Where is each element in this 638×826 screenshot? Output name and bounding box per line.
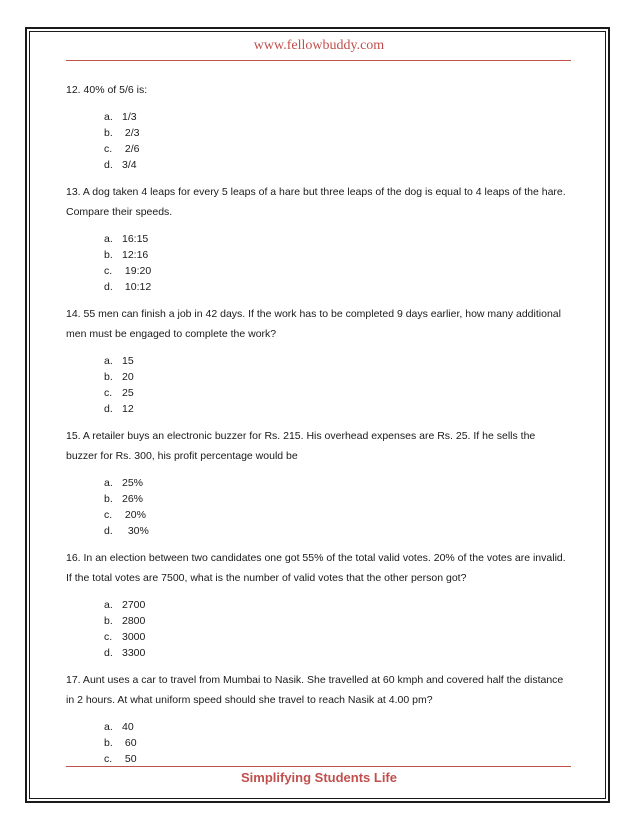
option-letter: a.: [104, 599, 113, 611]
question-block: [66, 548, 566, 661]
option-letter: a.: [104, 721, 113, 733]
option-letter: b.: [104, 493, 113, 505]
option-text: 12: [122, 403, 134, 415]
option-item: [104, 401, 566, 417]
header-rule: [66, 60, 571, 61]
option-item: [104, 141, 566, 157]
option-list: [66, 475, 566, 539]
option-letter: c.: [104, 143, 113, 155]
option-item: [104, 751, 566, 767]
option-item: [104, 353, 566, 369]
option-letter: c.: [104, 753, 113, 765]
question-text: 12. 40% of 5/6 is:: [66, 84, 148, 96]
question-block: [66, 80, 566, 173]
option-letter: b.: [104, 371, 113, 383]
option-text: 16:15: [122, 233, 149, 245]
question-text: 14. 55 men can finish a job in 42 days. If the work has to be completed 9 days earlier, how many additional men must be engaged to complete the work?: [66, 308, 561, 340]
option-letter: b.: [104, 615, 113, 627]
option-list: [66, 353, 566, 417]
option-item: [104, 231, 566, 247]
option-letter: a.: [104, 477, 113, 489]
option-letter: c.: [104, 387, 113, 399]
option-list: [66, 231, 566, 295]
question-block: [66, 304, 566, 417]
option-item: [104, 385, 566, 401]
option-text: 2700: [122, 599, 146, 611]
option-text: 20%: [122, 509, 146, 521]
option-item: [104, 279, 566, 295]
option-text: 26%: [122, 493, 144, 505]
option-text: 15: [122, 355, 134, 367]
header-site-link[interactable]: www.fellowbuddy.com: [253, 38, 385, 53]
option-item: [104, 719, 566, 735]
option-item: [104, 629, 566, 645]
option-item: [104, 507, 566, 523]
option-text: 2/6: [122, 143, 140, 155]
option-letter: a.: [104, 355, 113, 367]
option-list: [66, 109, 566, 173]
option-text: 2/3: [122, 127, 140, 139]
option-text: 3300: [122, 647, 146, 659]
option-list: [66, 719, 566, 767]
option-item: [104, 597, 566, 613]
option-text: 3/4: [122, 159, 137, 171]
option-item: [104, 645, 566, 661]
question-text: 13. A dog taken 4 leaps for every 5 leaps of a hare but three leaps of the dog is equal to 4 leaps of the hare. Compare their speeds.: [66, 186, 566, 218]
option-item: [104, 523, 566, 539]
question-block: [66, 670, 566, 767]
option-letter: b.: [104, 127, 113, 139]
option-text: 10:12: [122, 281, 152, 293]
option-letter: d.: [104, 403, 113, 415]
option-text: 2800: [122, 615, 146, 627]
option-text: 25%: [122, 477, 144, 489]
option-item: [104, 157, 566, 173]
option-item: [104, 125, 566, 141]
option-letter: b.: [104, 249, 113, 261]
option-text: 25: [122, 387, 134, 399]
option-text: 50: [122, 753, 137, 765]
question-text: 17. Aunt uses a car to travel from Mumbai to Nasik. She travelled at 60 kmph and covered half the distance in 2 hours. At what uniform speed should she travel to reach Nasik at 4.00 pm?: [66, 674, 564, 706]
option-item: [104, 369, 566, 385]
footer-rule: [66, 766, 571, 767]
option-letter: c.: [104, 265, 113, 277]
option-text: 30%: [122, 525, 149, 537]
option-text: 60: [122, 737, 137, 749]
option-letter: d.: [104, 647, 113, 659]
option-text: 40: [122, 721, 134, 733]
option-item: [104, 263, 566, 279]
option-list: [66, 597, 566, 661]
option-item: [104, 613, 566, 629]
option-item: [104, 491, 566, 507]
option-item: [104, 247, 566, 263]
option-item: [104, 109, 566, 125]
option-letter: a.: [104, 111, 113, 123]
option-letter: d.: [104, 159, 113, 171]
option-letter: d.: [104, 525, 113, 537]
footer-tagline: Simplifying Students Life: [240, 770, 397, 785]
question-list: [66, 80, 566, 776]
question-text: 15. A retailer buys an electronic buzzer for Rs. 215. His overhead expenses are Rs. 25. If he sells the buzzer for Rs. 300, his profit percentage would be: [66, 430, 536, 462]
option-text: 3000: [122, 631, 146, 643]
question-text: 16. In an election between two candidates one got 55% of the total valid votes. 20% of the votes are invalid. If the total votes are 7500, what is the number of valid votes that the other person got?: [66, 552, 566, 584]
option-letter: c.: [104, 509, 113, 521]
option-letter: b.: [104, 737, 113, 749]
option-item: [104, 735, 566, 751]
option-text: 19:20: [122, 265, 152, 277]
option-letter: a.: [104, 233, 113, 245]
option-text: 1/3: [122, 111, 137, 123]
question-block: [66, 426, 566, 539]
option-text: 20: [122, 371, 134, 383]
option-text: 12:16: [122, 249, 149, 261]
option-item: [104, 475, 566, 491]
option-letter: c.: [104, 631, 113, 643]
option-letter: d.: [104, 281, 113, 293]
question-block: [66, 182, 566, 295]
